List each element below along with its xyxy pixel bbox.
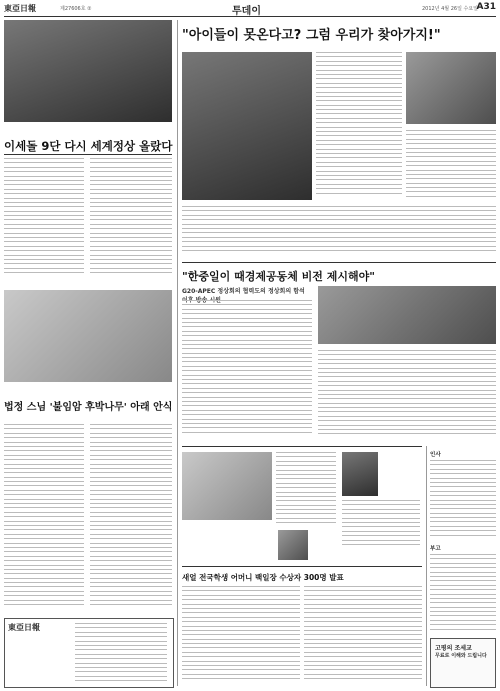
main-body-lower	[182, 206, 496, 256]
main-body-col2	[406, 130, 496, 200]
publisher-name: 東亞日報	[8, 623, 40, 632]
temple-body-col1	[4, 424, 84, 612]
photo-caption	[4, 384, 172, 394]
award-body	[276, 452, 336, 530]
baduk-body-col2	[90, 158, 172, 280]
temple-tree-photo	[4, 290, 172, 382]
temple-body-col2	[90, 424, 172, 612]
divider	[182, 446, 422, 447]
column-divider	[426, 446, 427, 686]
obituary-list	[430, 554, 496, 632]
baduk-body-col1	[4, 158, 84, 280]
portrait-body	[342, 500, 420, 548]
publisher-info	[75, 623, 167, 683]
main-body-col1	[316, 52, 402, 200]
korea-china-subhead: G20-APEC 정상회의 협력도의 정상회의 함석	[182, 288, 305, 295]
column-divider	[177, 20, 178, 686]
publisher-box	[4, 618, 174, 688]
korea-china-body	[182, 300, 312, 440]
people-list	[430, 460, 496, 540]
issue-line: 제27606호 ②	[60, 6, 92, 12]
korea-china-body-col2	[318, 350, 496, 440]
column-body-col2	[304, 586, 422, 686]
main-headline: "아이들이 못온다고? 그럼 우리가 찾아가지!"	[182, 28, 441, 43]
baduk-headline: 이세돌 9단 다시 세계정상 올랐다	[4, 139, 173, 153]
page-number: A31	[476, 2, 496, 12]
portrait-photo	[278, 530, 308, 560]
publication-date: 2012년 4월 26일 수요일	[421, 6, 478, 12]
masthead	[4, 2, 496, 17]
orchestra-photo	[406, 52, 496, 124]
ad-title: 고평의 조세교	[435, 645, 472, 652]
section-title: 투데이	[232, 6, 261, 17]
portrait-photo	[342, 452, 378, 496]
baduk-match-photo	[4, 20, 172, 122]
column-headline: 새얼 전국학생 어머니 백일장 수상자 300명 발표	[182, 573, 344, 582]
korea-china-headline: "한중일이 때경제공동체 비전 제시해야"	[182, 270, 375, 283]
forum-photo	[318, 286, 496, 344]
obituary-heading: 부고	[430, 546, 441, 552]
ad-text: 무료로 이해와 드립니다	[435, 653, 487, 659]
photo-caption	[4, 124, 172, 134]
temple-headline: 법정 스님 '불임암 후박나무' 아래 안식	[4, 402, 173, 413]
divider	[182, 262, 496, 263]
concert-photo	[182, 52, 312, 200]
divider	[182, 566, 422, 567]
advertisement-box	[430, 638, 496, 688]
people-heading: 인사	[430, 452, 441, 458]
column-body-col1	[182, 586, 300, 686]
divider	[4, 154, 172, 155]
award-group-photo	[182, 452, 272, 520]
newspaper-logo: 東亞日報	[4, 4, 36, 13]
